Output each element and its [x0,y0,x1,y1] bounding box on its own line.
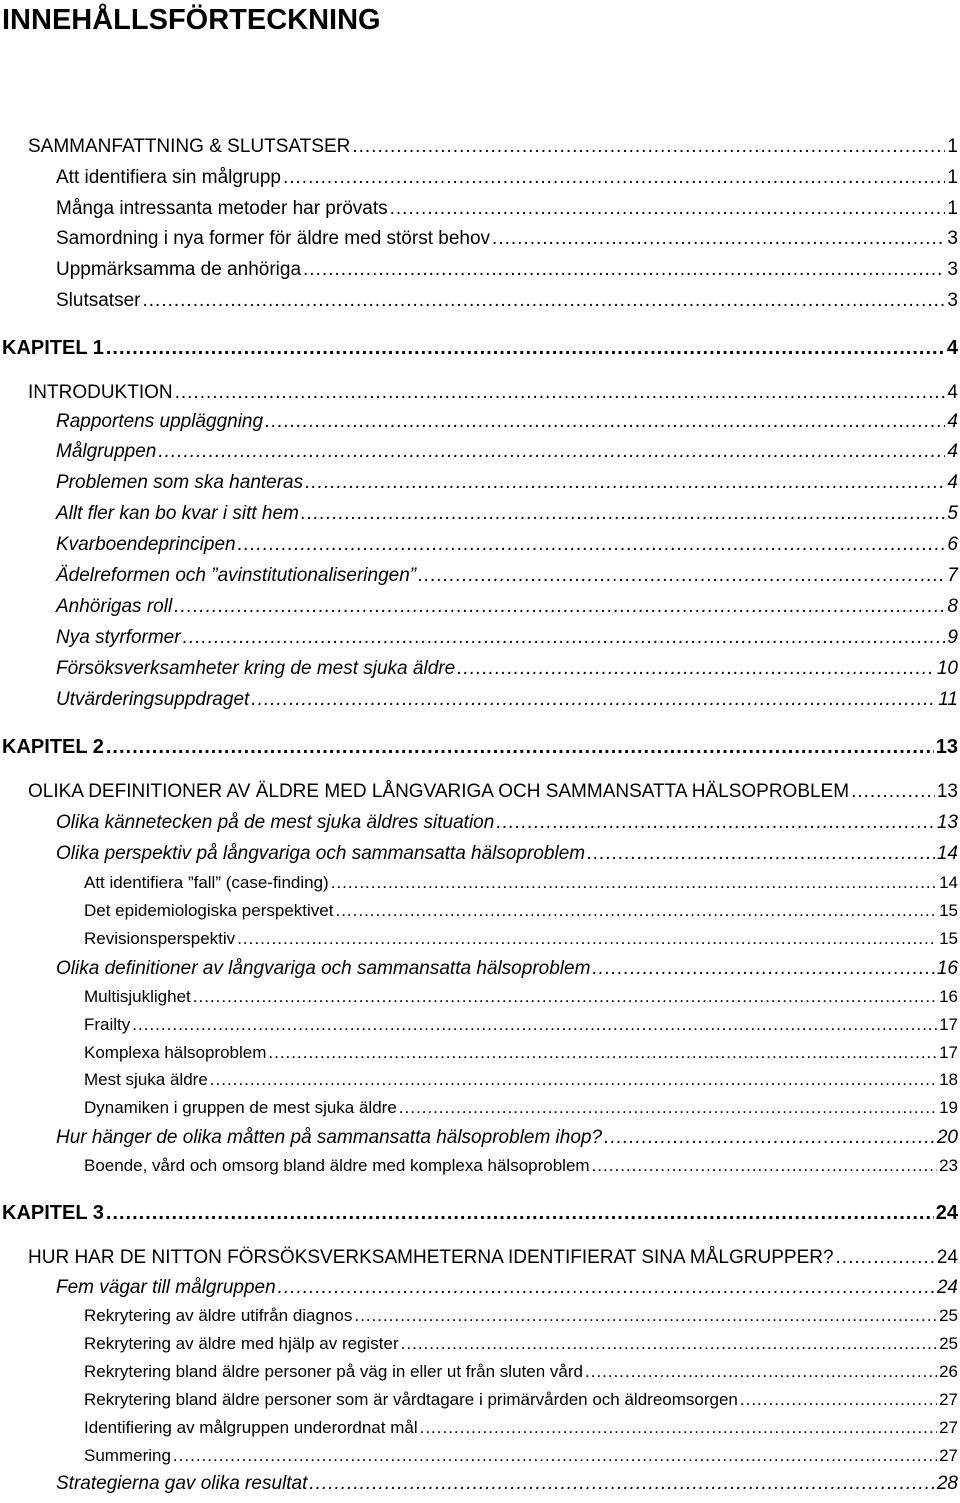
dot-leader [399,1098,937,1118]
toc-entry-label: Rekrytering av äldre utifrån diagnos [84,1306,353,1325]
dot-leader [303,259,945,281]
dot-leader [401,1334,937,1354]
toc-entry[interactable] [0,382,958,404]
toc-entry[interactable] [0,689,958,711]
toc-entry-label: HUR HAR DE NITTON FÖRSÖKSVERKSAMHETERNA IDENTIFIERAT SINA MÅLGRUPPER? [28,1247,834,1268]
toc-entry[interactable] [0,228,958,250]
toc-entry[interactable] [0,1446,958,1466]
dot-leader [106,736,934,759]
toc-entry-page-number: 5 [947,503,958,524]
dot-leader [740,1390,937,1410]
dot-leader [238,534,946,556]
toc-entry-label: Revisionsperspektiv [84,929,236,948]
dot-leader [309,1473,934,1495]
toc-entry-page-number: 3 [947,228,958,249]
dot-leader [193,987,937,1007]
toc-entry-page-number: 13 [936,812,958,833]
toc-entry-page-number: 28 [936,1473,958,1494]
toc-entry[interactable] [0,987,958,1007]
toc-entry[interactable] [0,812,958,834]
dot-leader [587,843,935,865]
toc-entry-label: Rekrytering av äldre med hjälp av register [84,1334,399,1353]
dot-leader [173,1446,937,1466]
toc-entry[interactable] [0,658,958,680]
dot-leader [331,873,937,893]
toc-entry-page-number: 14 [939,873,958,892]
toc-entry-page-number: 16 [936,958,958,979]
toc-entry[interactable] [0,958,958,980]
toc-entry-page-number: 4 [947,382,958,403]
toc-entry[interactable] [0,565,958,587]
dot-leader [251,689,936,711]
toc-entry[interactable] [0,1043,958,1063]
toc-entry-label: Olika definitioner av långvariga och sammansatta hälsoproblem [56,958,591,979]
toc-entry-page-number: 4 [947,411,958,432]
toc-entry-label: Utvärderingsuppdraget [56,689,250,710]
toc-entry[interactable] [0,1070,958,1090]
toc-entry-page-number: 18 [939,1070,958,1089]
toc-entry[interactable] [0,736,958,759]
toc-entry-page-number: 19 [939,1098,958,1117]
toc-entry-page-number: 13 [936,781,958,802]
toc-entry-page-number: 25 [939,1334,958,1353]
toc-entry-page-number: 20 [936,1127,958,1148]
toc-entry-label: Olika perspektiv på långvariga och sammansatta hälsoproblem [56,843,586,864]
toc-entry-page-number: 24 [936,1247,958,1268]
toc-entry-label: Identifiering av målgruppen underordnat mål [84,1418,418,1437]
dot-leader [352,136,945,158]
toc-entry[interactable] [0,781,958,803]
dot-leader [283,167,945,189]
toc-entry-label: Rapportens uppläggning [56,411,264,432]
toc-entry-label: Mest sjuka äldre [84,1070,208,1089]
toc-entry-label: Anhörigas roll [56,596,173,617]
dot-leader [457,658,935,680]
toc-entry[interactable] [0,1473,958,1495]
dot-leader [301,503,946,525]
toc-entry-page-number: 8 [947,596,958,617]
toc-entry[interactable] [0,1247,958,1269]
toc-entry-label: Olika kännetecken på de mest sjuka äldres situation [56,812,495,833]
toc-entry[interactable] [0,929,958,949]
dot-leader [418,565,945,587]
toc-entry-label: Att identifiera sin målgrupp [56,167,281,188]
toc-entry[interactable] [0,1362,958,1382]
toc-entry[interactable] [0,1334,958,1354]
dot-leader [132,1015,937,1035]
dot-leader [106,337,945,360]
toc-entry[interactable] [0,873,958,893]
dot-leader [278,1277,935,1299]
toc-entry-label: KAPITEL 2 [2,736,104,758]
dot-leader [268,1043,937,1063]
toc-entry-label: Multisjuklighet [84,987,191,1006]
toc-entry-label: Att identifiera ”fall” (case-finding) [84,873,329,892]
toc-entry[interactable] [0,1390,958,1410]
toc-entry-page-number: 25 [939,1306,958,1325]
toc-entry[interactable] [0,1202,958,1225]
toc-entry-label: Samordning i nya former för äldre med störst behov [56,228,491,249]
dot-leader [210,1070,937,1090]
dot-leader [174,596,945,618]
dot-leader [604,1127,935,1149]
toc-entry-page-number: 4 [946,337,958,359]
toc-entry-page-number: 1 [947,167,958,188]
dot-leader [354,1306,937,1326]
dot-leader [836,1247,935,1269]
dot-leader [492,228,945,250]
toc-entry-label: Dynamiken i gruppen de mest sjuka äldre [84,1098,397,1117]
toc-entry[interactable] [0,441,958,463]
dot-leader [420,1418,937,1438]
toc-entry[interactable] [0,167,958,189]
dot-leader [592,1156,938,1176]
toc-entry-page-number: 26 [939,1362,958,1381]
toc-entry[interactable] [0,259,958,281]
toc-entry[interactable] [0,627,958,649]
toc-entry-label: OLIKA DEFINITIONER AV ÄLDRE MED LÅNGVARIGA OCH SAMMANSATTA HÄLSOPROBLEM [28,781,850,802]
toc-entry-label: Summering [84,1446,171,1465]
toc-entry-page-number: 15 [939,901,958,920]
toc-entry-page-number: 7 [947,565,958,586]
toc-entry-page-number: 4 [947,441,958,462]
document-title: INNEHÅLLSFÖRTECKNING [2,4,381,36]
toc-entry[interactable] [0,1015,958,1035]
toc-entry[interactable] [0,198,958,220]
dot-leader [335,901,937,921]
dot-leader [142,290,945,312]
toc-entry-page-number: 16 [939,987,958,1006]
toc-entry[interactable] [0,843,958,865]
toc-entry-label: Rekrytering bland äldre personer som är vårdtagare i primärvården och äldreomsorgen [84,1390,738,1409]
toc-entry[interactable] [0,1418,958,1438]
toc-entry[interactable] [0,472,958,494]
toc-entry-label: SAMMANFATTNING & SLUTSATSER [28,136,351,157]
toc-entry-page-number: 13 [935,736,958,758]
toc-entry-page-number: 3 [947,290,958,311]
toc-entry-label: Uppmärksamma de anhöriga [56,259,302,280]
toc-entry[interactable] [0,901,958,921]
toc-entry-label: Nya styrformer [56,627,181,648]
toc-entry-page-number: 17 [939,1043,958,1062]
toc-entry[interactable] [0,411,958,433]
toc-entry-page-number: 23 [939,1156,958,1175]
toc-entry[interactable] [0,596,958,618]
toc-entry-label: Hur hänger de olika måtten på sammansatta hälsoproblem ihop? [56,1127,603,1148]
toc-entry-label: Problemen som ska hanteras [56,472,304,493]
toc-entry-label: Det epidemiologiska perspektivet [84,901,334,920]
toc-entry-label: KAPITEL 1 [2,337,104,359]
toc-entry-page-number: 6 [947,534,958,555]
dot-leader [183,627,946,649]
toc-entry[interactable] [0,1127,958,1149]
toc-entry[interactable] [0,1277,958,1299]
toc-entry-label: Rekrytering bland äldre personer på väg in eller ut från sluten vård [84,1362,583,1381]
dot-leader [592,958,934,980]
toc-entry-label: Fem vägar till målgruppen [56,1277,276,1298]
toc-entry-page-number: 27 [939,1418,958,1437]
dot-leader [106,1202,934,1225]
dot-leader [496,812,935,834]
toc-entry-label: Komplexa hälsoproblem [84,1043,267,1062]
toc-entry-label: Många intressanta metoder har prövats [56,198,388,219]
toc-entry-label: Slutsatser [56,290,141,311]
dot-leader [237,929,937,949]
dot-leader [851,781,935,803]
toc-entry-page-number: 15 [939,929,958,948]
toc-entry-page-number: 4 [947,472,958,493]
toc-entry[interactable] [0,136,958,158]
toc-entry[interactable] [0,1098,958,1118]
dot-leader [585,1362,937,1382]
dot-leader [390,198,946,220]
toc-entry-page-number: 24 [936,1277,958,1298]
toc-entry-label: INTRODUKTION [28,382,173,403]
toc-entry-page-number: 10 [936,658,958,679]
toc-entry-label: Försöksverksamheter kring de mest sjuka äldre [56,658,456,679]
toc-entry-label: KAPITEL 3 [2,1202,104,1224]
toc-entry[interactable] [0,503,958,525]
toc-entry-page-number: 9 [947,627,958,648]
toc-entry[interactable] [0,1306,958,1326]
toc-entry-label: Frailty [84,1015,131,1034]
dot-leader [175,382,946,404]
toc-entry-page-number: 11 [938,689,958,710]
toc-entry[interactable] [0,337,958,360]
toc-entry[interactable] [0,534,958,556]
toc-entry[interactable] [0,290,958,312]
toc-entry-page-number: 17 [939,1015,958,1034]
toc-entry-label: Strategierna gav olika resultat [56,1473,308,1494]
toc-entry-page-number: 24 [935,1202,958,1224]
toc-entry[interactable] [0,1156,958,1176]
dot-leader [265,411,945,433]
toc-entry-label: Boende, vård och omsorg bland äldre med komplexa hälsoproblem [84,1156,590,1175]
toc-entry-label: Ädelreformen och ”avinstitutionaliseringen” [56,565,417,586]
dot-leader [158,441,945,463]
toc-entry-page-number: 27 [939,1390,958,1409]
dot-leader [305,472,945,494]
toc-entry-page-number: 1 [947,198,958,219]
toc-entry-label: Målgruppen [56,441,157,462]
toc-entry-page-number: 14 [936,843,958,864]
toc-entry-page-number: 3 [947,259,958,280]
toc-entry-page-number: 27 [939,1446,958,1465]
toc-entry-label: Kvarboendeprincipen [56,534,236,555]
toc-entry-label: Allt fler kan bo kvar i sitt hem [56,503,299,524]
toc-entry-page-number: 1 [947,136,958,157]
